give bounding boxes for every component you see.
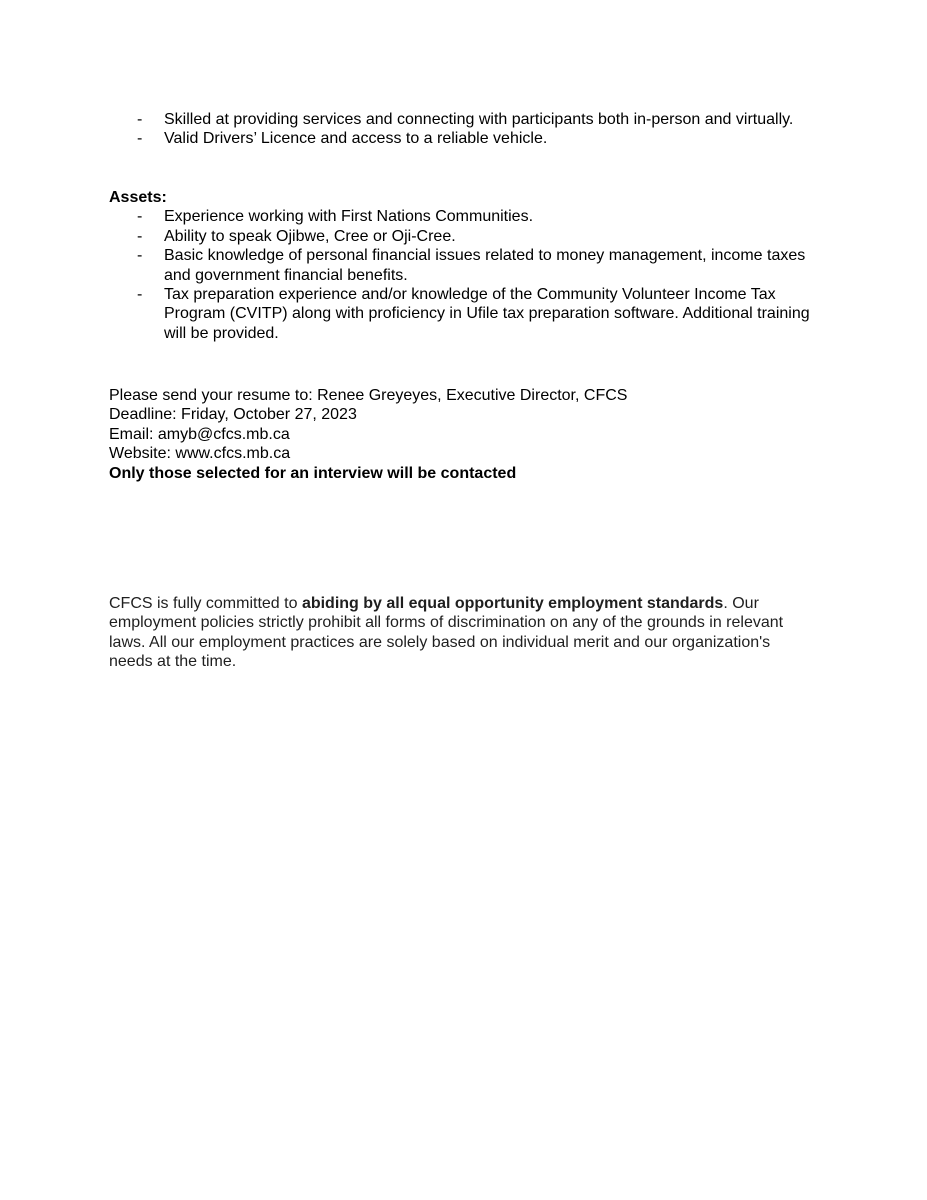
interview-notice: Only those selected for an interview will be contacted bbox=[109, 464, 517, 482]
equal-opportunity-statement bbox=[109, 594, 814, 672]
list-item-text: Ability to speak Ojibwe, Cree or Oji-Cree. bbox=[164, 227, 456, 245]
assets-section bbox=[109, 188, 829, 343]
dash-bullet-icon: - bbox=[137, 208, 143, 226]
list-item-text: Basic knowledge of personal financial issues related to money management, income taxes and government financial benefits. bbox=[164, 247, 806, 284]
email: Email: amyb@cfcs.mb.ca bbox=[109, 425, 290, 443]
requirements-list bbox=[109, 110, 829, 149]
list-item bbox=[109, 227, 829, 246]
assets-list bbox=[109, 207, 829, 343]
list-item-text: Skilled at providing services and connecting with participants both in-person and virtually. bbox=[164, 111, 794, 128]
contact-section bbox=[109, 386, 829, 483]
list-item bbox=[109, 285, 829, 343]
requirements-section bbox=[109, 110, 829, 149]
list-item bbox=[109, 129, 829, 148]
dash-bullet-icon: - bbox=[137, 286, 143, 304]
list-item-text: Experience working with First Nations Communities. bbox=[164, 208, 534, 226]
website: Website: www.cfcs.mb.ca bbox=[109, 445, 291, 463]
resume-instruction: Please send your resume to: Renee Greyeyes, Executive Director, CFCS bbox=[109, 387, 628, 404]
list-item bbox=[109, 110, 829, 129]
statement-intro: CFCS is fully committed to bbox=[109, 595, 302, 612]
deadline: Deadline: Friday, October 27, 2023 bbox=[109, 406, 357, 424]
assets-heading: Assets: bbox=[109, 189, 167, 206]
list-item bbox=[109, 246, 829, 285]
dash-bullet-icon: - bbox=[137, 247, 143, 265]
dash-bullet-icon: - bbox=[137, 130, 143, 148]
list-item-text: Valid Drivers’ Licence and access to a reliable vehicle. bbox=[164, 130, 548, 148]
dash-bullet-icon: - bbox=[137, 111, 143, 128]
statement-emphasis: abiding by all equal opportunity employment standards bbox=[301, 595, 724, 612]
dash-bullet-icon: - bbox=[137, 227, 143, 245]
list-item-text: Tax preparation experience and/or knowledge of the Community Volunteer Income Tax Program (CVITP) along with proficiency in Ufile tax preparation software. Additional training will be provided. bbox=[164, 286, 810, 342]
list-item bbox=[109, 207, 829, 226]
statement-rest: . Our employment policies strictly prohibit all forms of discrimination on any of the grounds in relevant laws. All our employment practices are solely based on individual merit and our organization's needs at the time. bbox=[109, 595, 784, 671]
